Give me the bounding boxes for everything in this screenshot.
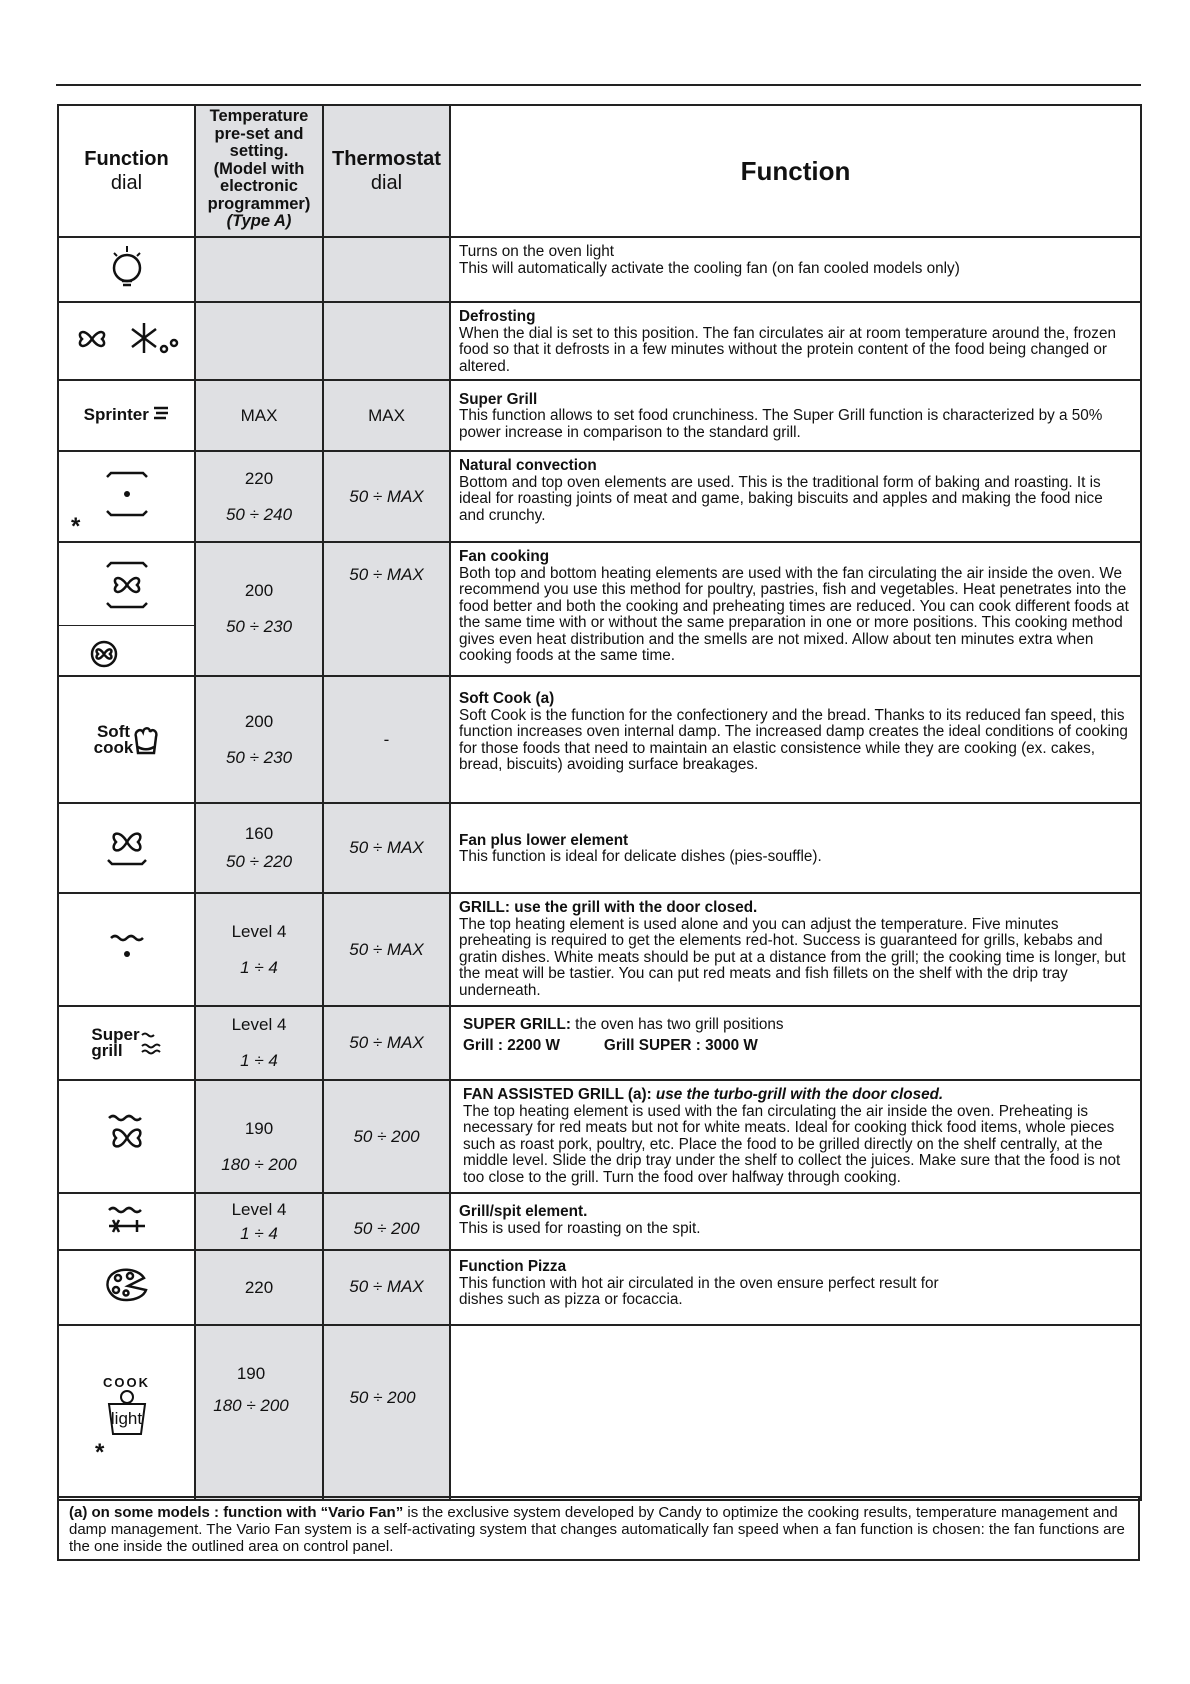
table-row [58, 1080, 1141, 1193]
thermostat-cell: 50 ÷ 200 [323, 1325, 450, 1500]
table-row [58, 1250, 1141, 1325]
header-function: Function [450, 105, 1141, 237]
description-cell: Defrosting When the dial is set to this position. The fan circulates air at room temperature around the, frozen food so that it defrosts in a few minutes without the protein content of the food being changed or altered. [450, 302, 1141, 380]
thermostat-cell: 50 ÷ MAX [323, 803, 450, 893]
asterisk: * [71, 513, 81, 540]
header-function-dial: Function dial [58, 105, 195, 237]
temp-cell: 190 180 ÷ 200 [195, 1325, 323, 1500]
description-cell: Natural convection Bottom and top oven elements are used. This is the traditional form of baking and roasting. It is ideal for roasting joints of meat and game, baking biscuits and apples and making the food nice and crunchy. [450, 451, 1141, 542]
thermostat-cell: 50 ÷ MAX [323, 1006, 450, 1080]
description-cell: SUPER GRILL: the oven has two grill positions Grill : 2200 W Grill SUPER : 3000 W [450, 1006, 1141, 1080]
temp-cell: 200 50 ÷ 230 [195, 542, 323, 676]
description-cell: GRILL: use the grill with the door closed. The top heating element is used alone and you can adjust the temperature. Five minutes preheating is required to get the elements red-hot. Success is guaranteed for grills, kebabs and gratin dishes. White meats should be put at a distance from the grill; the cooking time is longer, but the meat will be tastier. You can put red meats and fish fillets on the shelf with the drip tray underneath. [450, 893, 1141, 1006]
thermostat-cell [323, 302, 450, 380]
thermostat-cell: 50 ÷ MAX [323, 1250, 450, 1325]
table-row [58, 451, 1141, 542]
cook-light-icon [58, 1325, 195, 1500]
temp-cell: 190 180 ÷ 200 [195, 1080, 323, 1193]
super-grill-icon: Super grill [58, 1006, 195, 1080]
description-cell: Turns on the oven light This will automatically activate the cooling fan (on fan cooled models only) [450, 237, 1141, 302]
fan-lower-element-icon [58, 803, 195, 893]
temp-cell: Level 4 1 ÷ 4 [195, 1006, 323, 1080]
fan-cooking-icon [58, 542, 195, 676]
temp-cell: Level 4 1 ÷ 4 [195, 893, 323, 1006]
asterisk: * [95, 1439, 105, 1466]
table-row [58, 237, 1141, 302]
defrost-icon [58, 302, 195, 380]
description-cell: Soft Cook (a) Soft Cook is the function for the confectionery and the bread. Thanks to its reduced fan speed, this function increases oven internal damp. The increased damp creates the ideal conditions of cooking for those foods that need to maintain an elastic consistence while they are cooking (ex. cakes, bread, biscuits) avoiding surface breakages. [450, 676, 1141, 803]
thermostat-cell: MAX [323, 380, 450, 451]
table-row [58, 676, 1141, 803]
footnote: (a) on some models : function with “Vario Fan” is the exclusive system developed by Candy to optimize the cooking results, temperature management and damp management. The Vario Fan system is a self-activating system that changes automatically fan speed when a fan function is chosen: the fan functions are the one inside the outlined area on control panel. [57, 1496, 1140, 1561]
temp-cell [195, 237, 323, 302]
header-temperature: Temperature pre-set and setting. (Model with electronic programmer) (Type A) [195, 105, 323, 237]
temp-cell: MAX [195, 380, 323, 451]
thermostat-cell: - [323, 676, 450, 803]
light-label: light [110, 1408, 143, 1428]
description-cell [450, 1325, 1141, 1500]
cook-label: COOK [103, 1374, 150, 1390]
oven-light-icon [58, 237, 195, 302]
sprinter-label: Sprinter [83, 405, 149, 424]
description-cell: Fan cooking Both top and bottom heating elements are used with the fan circulating the air inside the oven. We recommend you use this method for poultry, pastries, fish and vegetables. Heat penetrates into the food better and both the cooking and preheating times are reduced. You can cook different foods at the same time with or without the same preparation in one or more positions. This cooking method gives even heat distribution and the smells are not mixed. Allow about ten minutes extra when cooking foods at the same time. [450, 542, 1141, 676]
sprinter-icon [58, 380, 195, 451]
description-cell: Super Grill This function allows to set food crunchiness. The Super Grill function is characterized by a 50% power increase in comparison to the standard grill. [450, 380, 1141, 451]
pizza-icon [58, 1250, 195, 1325]
table-row [58, 1193, 1141, 1250]
temp-cell: 200 50 ÷ 230 [195, 676, 323, 803]
temp-cell: 220 50 ÷ 240 [195, 451, 323, 542]
thermostat-cell: 50 ÷ MAX [323, 893, 450, 1006]
table-row [58, 893, 1141, 1006]
thermostat-cell: 50 ÷ 200 [323, 1193, 450, 1250]
soft-cook-icon: Soft cook [58, 676, 195, 803]
fan-assisted-grill-icon [58, 1080, 195, 1193]
description-cell: Grill/spit element. This is used for roasting on the spit. [450, 1193, 1141, 1250]
natural-convection-icon [58, 451, 195, 542]
thermostat-cell: 50 ÷ MAX [323, 451, 450, 542]
table-header [58, 105, 1141, 237]
table-row [58, 542, 1141, 676]
thermostat-cell [323, 237, 450, 302]
top-rule [56, 84, 1141, 86]
header-thermostat: Thermostat dial [323, 105, 450, 237]
temp-cell: 220 [195, 1250, 323, 1325]
table-row [58, 1325, 1141, 1500]
table-row [58, 302, 1141, 380]
grill-icon [58, 893, 195, 1006]
temp-cell [195, 302, 323, 380]
function-table [57, 104, 1142, 1501]
temp-cell: 160 50 ÷ 220 [195, 803, 323, 893]
table-row [58, 803, 1141, 893]
description-cell: Fan plus lower element This function is ideal for delicate dishes (pies-souffle). [450, 803, 1141, 893]
thermostat-cell: 50 ÷ MAX [323, 542, 450, 676]
temp-cell: Level 4 1 ÷ 4 [195, 1193, 323, 1250]
description-cell: FAN ASSISTED GRILL (a): use the turbo-grill with the door closed. The top heating element is used with the fan circulating the air inside the oven. Preheating is necessary for red meats but not for white meats. Ideal for cooking thick food items, whole pieces such as roast pork, poultry, etc. Place the food to be grilled directly on the shelf centrally, at the middle level. Slide the drip tray under the shelf to collect the juices. Make sure that the food is not too close to the grill. Turn the food over halfway through cooking. [450, 1080, 1141, 1193]
description-cell: Function Pizza This function with hot air circulated in the oven ensure perfect result for dishes such as pizza or focaccia. [450, 1250, 1141, 1325]
table-row [58, 380, 1141, 451]
table-row [58, 1006, 1141, 1080]
thermostat-cell: 50 ÷ 200 [323, 1080, 450, 1193]
spit-icon [58, 1193, 195, 1250]
